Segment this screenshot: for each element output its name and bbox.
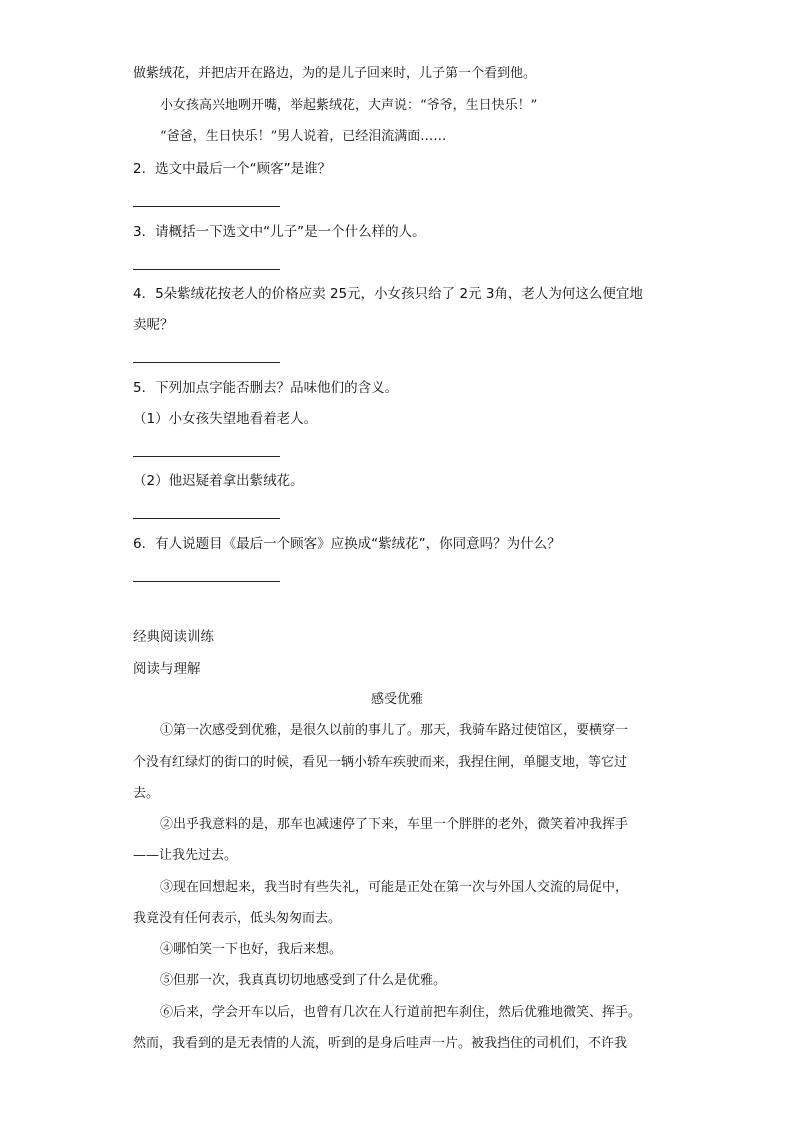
article-p2-line-1: ②出乎我意料的是，那车也减速停了下来，车里一个胖胖的老外，微笑着冲我挥手: [160, 817, 629, 832]
answer-blank-q2[interactable]: [133, 206, 280, 207]
section-title: 经典阅读训练: [133, 629, 214, 645]
story-tail-paragraph-3: “爸爸，生日快乐！”男人说着，已经泪流满面……: [160, 129, 447, 144]
question-4-line-1: 4．5朵紫绒花按老人的价格应卖 25元，小女孩只给了 2元 3角，老人为何这么便宜地: [133, 286, 643, 302]
answer-blank-q5-1[interactable]: [133, 456, 280, 457]
question-5-part-2: （2）他迟疑着拿出紫绒花。: [133, 473, 304, 489]
article-p1-line-3: 去。: [133, 786, 160, 801]
article-p3-line-2: 我竟没有任何表示，低头匆匆而去。: [133, 911, 342, 926]
article-p2-line-2: ——让我先过去。: [133, 848, 238, 863]
question-6: 6．有人说题目《最后一个顾客》应换成“紫绒花”，你同意吗？为什么？: [133, 536, 561, 552]
question-4-line-2: 卖呢？: [133, 317, 174, 333]
article-title: 感受优雅: [370, 692, 423, 707]
article-p6-line-2: 然而，我看到的是无表情的人流，听到的是身后哇声一片。被我挡住的司机们，不许我: [133, 1036, 628, 1051]
article-paragraph-5: ⑤但那一次，我真真切切地感受到了什么是优雅。: [160, 973, 447, 988]
article-p3-line-1: ③现在回想起来，我当时有些失礼，可能是正处在第一次与外国人交流的局促中，: [160, 880, 629, 895]
answer-blank-q3[interactable]: [133, 269, 280, 270]
answer-blank-q5-2[interactable]: [133, 518, 280, 519]
answer-blank-q6[interactable]: [133, 581, 280, 582]
article-p6-line-1: ⑥后来，学会开车以后，也曾有几次在人行道前把车刹住，然后优雅地微笑、挥手。: [160, 1005, 642, 1020]
question-5-part-1: （1）小女孩失望地看着老人。: [133, 411, 318, 427]
question-3: 3．请概括一下选文中“儿子”是一个什么样的人。: [133, 224, 426, 240]
answer-blank-q4[interactable]: [133, 362, 280, 363]
question-2: 2．选文中最后一个“顾客”是谁？: [133, 161, 332, 177]
section-subtitle: 阅读与理解: [133, 661, 201, 677]
question-5: 5．下列加点字能否删去？品味他们的含义。: [133, 380, 399, 396]
article-p1-line-2: 个没有红绿灯的街口的时候，看见一辆小轿车疾驶而来，我捏住闸，单腿支地，等它过: [133, 755, 628, 770]
story-tail-paragraph-1: 做紫绒花，并把店开在路边，为的是儿子回来时，儿子第一个看到他。: [133, 66, 537, 81]
story-tail-paragraph-2: 小女孩高兴地咧开嘴，举起紫绒花，大声说：“爷爷，生日快乐！”: [160, 98, 538, 113]
article-p1-line-1: ①第一次感受到优雅，是很久以前的事儿了。那天，我骑车路过使馆区，要横穿一: [160, 723, 629, 738]
article-paragraph-4: ④哪怕笑一下也好，我后来想。: [160, 942, 343, 957]
